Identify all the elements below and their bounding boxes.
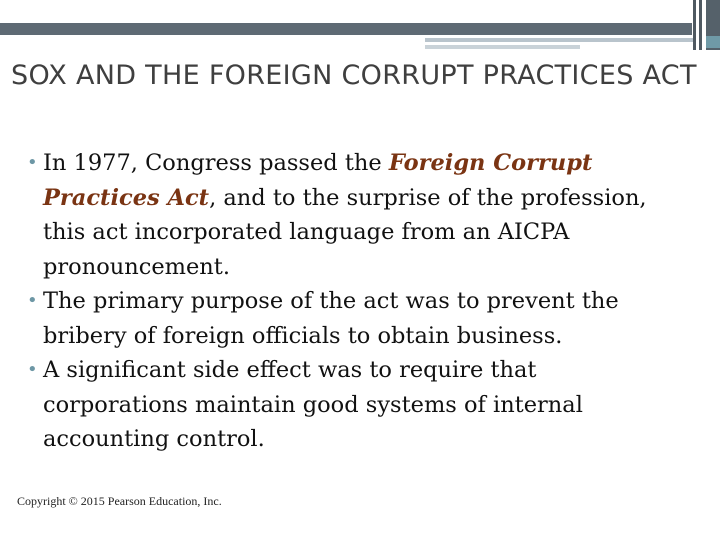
bullet-text: In 1977, Congress passed the xyxy=(43,150,389,176)
copyright-footer: Copyright © 2015 Pearson Education, Inc. xyxy=(17,494,222,508)
corner-accent xyxy=(706,36,720,48)
bullet-icon: • xyxy=(27,359,38,380)
corner-stripe xyxy=(699,0,702,50)
bullet-item xyxy=(27,146,687,284)
bullet-item xyxy=(27,284,687,353)
bullet-icon: • xyxy=(27,152,38,173)
header-accent-line xyxy=(425,38,693,42)
bullet-text: , and to the surprise of the profession, this act incorporated language from an AICPA pronouncement. xyxy=(43,184,647,280)
bullet-text: The primary purpose of the act was to prevent the bribery of foreign officials to obtain business. xyxy=(43,288,619,349)
corner-stripe xyxy=(693,0,696,50)
header-bar xyxy=(0,23,692,35)
emphasized-term: Foreign Corrupt Practices Act xyxy=(43,150,593,211)
bullet-icon: • xyxy=(27,290,38,311)
bullet-item xyxy=(27,353,687,457)
bullet-list xyxy=(27,146,687,457)
header-accent-line xyxy=(425,45,580,49)
bullet-text: A significant side effect was to require that corporations maintain good systems of internal accounting control. xyxy=(43,357,583,452)
slide-title: SOX AND THE FOREIGN CORRUPT PRACTICES ACT xyxy=(11,60,697,91)
